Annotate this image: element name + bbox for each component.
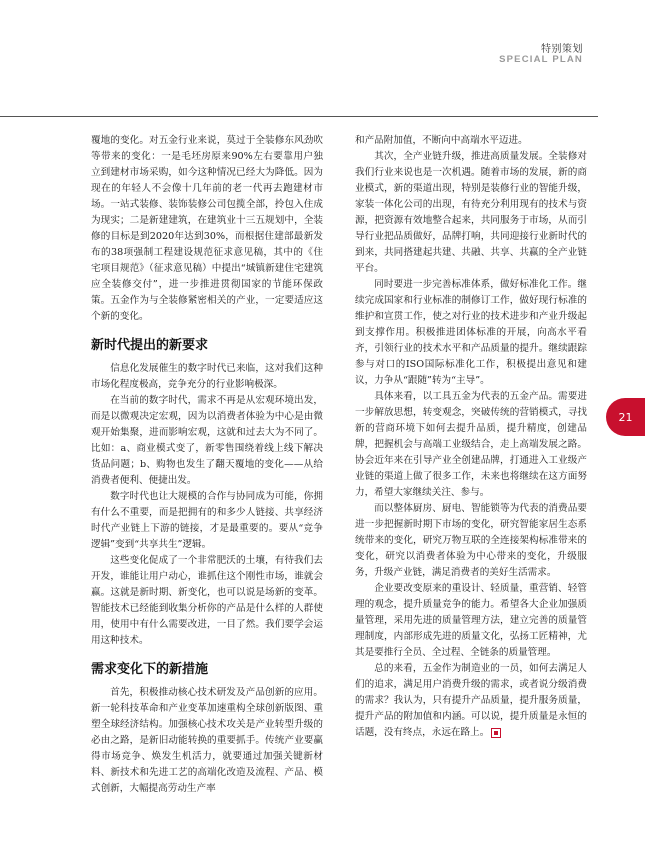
article-end-icon [491,728,501,738]
right-column [355,133,587,741]
page-number-tab [606,398,645,436]
paragraph-text: 总的来看，五金作为制造业的一员，如何去满足人们的追求，满足用户消费升级的需求，或者说分级消费的需求？我认为，只有提升产品质量，提升服务质量，提升产品的附加值和内涵。可以说，提升质量是永恒的话题，没有终点，永远在路上。 [355,663,587,738]
section-title-english: SPECIAL PLAN [499,54,583,65]
page-number: 21 [618,410,633,424]
paragraph: 同时要进一步完善标准体系，做好标准化工作。继续完成国家和行业标准的制修订工作，做好现行标准的维护和宣贯工作，使之对行业的技术进步和产业升级起到支撑作用。积极推进团体标准的开展，向高水平看齐，引领行业的技术水平和产品质量的提升。继续跟踪参与对口的ISO国际标准化工作，积极提出意见和建议，力争从“跟随”转为“主导”。 [355,279,587,386]
header-divider [0,116,598,117]
paragraph: 企业要改变原来的重设计、轻质量，重营销、轻管理的观念，提升质量竞争的能力。希望各大企业加强质量管理，采用先进的质量管理方法，建立完善的质量管理制度，内部形成先进的质量文化，弘扬工匠精神，尤其是要推行全员、全过程、全链条的质量管理。 [355,583,587,658]
paragraph: 和产品附加值，不断向中高端水平迈进。 [355,135,528,146]
paragraph: 数字时代也让大规模的合作与协同成为可能，你拥有什么不重要，而是把拥有的和多少人链接、共享经济时代产业链上下游的链接，才是最重要的。要从“竞争逻辑”变到“共享共生”逻辑。 [91,491,323,550]
paragraph: 具体来看，以工具五金为代表的五金产品。需要进一步解放思想，转变观念，突破传统的营销模式，寻找新的营商环境下如何去提升品质，提升精度，创建品牌，把握机会与高端工业级结合，走上高端发展之路。协会近年来在引导产业全创建品牌，打通进入工业级产业链的渠道上做了很多工作，未来也将继续在这方面努力，希望大家继续关注、参与。 [355,391,587,498]
paragraph: 其次，全产业链升级，推进高质量发展。全装修对我们行业来说也是一次机遇。随着市场的发展，新的商业模式，新的渠道出现，特别是装修行业的智能升级，家装一体化公司的出现，有待充分利用现有的技术与资源，把资源有效地整合起来，共同服务于市场，从而引导行业把品质做好，品牌打响，共同迎接行业新时代的到来，共同搭建起共建、共融、共享、共赢的全产业链平台。 [355,151,587,274]
paragraph: 覆地的变化。对五金行业来说，莫过于全装修东风劲吹等带来的变化：一是毛坯房原来90%左右要靠用户独立到建材市场采购，如今这种情况已经大为降低。因为现在的年轻人不会像十几年前的老一代再去跑建材市场。一站式装修、装饰装修公司包揽全部，拎包入住成为现实；二是新建建筑，在建筑业十三五规划中，全装修的目标是到2020年达到30%，而根据住建部最新发布的38项强制工程建设规范征求意见稿，其中的《住宅项目规范》（征求意见稿）中提出“城镇新建住宅建筑应全装修交付”，进一步推进贯彻国家的节能环保政策。五金作为与全装修紧密相关的产业，一定要适应这个新的变化。 [91,135,323,322]
section-heading: 新时代提出的新要求 [91,338,209,353]
paragraph: 信息化发展催生的数字时代已来临，这对我们这种市场化程度极高，竞争充分的行业影响极深。 [91,363,323,390]
paragraph: 在当前的数字时代，需求不再是从宏观环境出发，而是以微观决定宏观，因为以消费者体验为中心是由微观开始集聚，进而影响宏观，这就和过去大为不同了。比如：a、商业模式变了，新零售围绕着线上线下解决货品问题；b、购物也发生了翻天覆地的变化——从给消费者便利、便捷出发。 [91,395,323,486]
section-heading: 需求变化下的新措施 [91,662,209,677]
closing-paragraph [355,661,587,741]
paragraph: 这些变化促成了一个非常肥沃的土壤，有待我们去开发，谁能让用户动心，谁抓住这个刚性市场，谁就会赢。这就是新时期、新变化，也可以说是场新的变革。智能技术已经能到收集分析你的产品是什么样的人群使用，使用中有什么需要改进，一目了然。我们要学会运用这种技术。 [91,555,323,646]
left-column [91,133,323,797]
section-title: 特别策划 [541,44,583,55]
paragraph: 而以整体厨房、厨电、智能锁等为代表的消费品要进一步把握新时期下市场的变化，研究智能家居生态系统带来的变化，研究万物互联的全连接架构标准带来的变化，研究以消费者体验为中心带来的变化，升级服务，升级产业链，满足消费者的美好生活需求。 [355,503,587,578]
paragraph: 首先，积极推动核心技术研发及产品创新的应用。新一轮科技革命和产业变革加速重构全球创新版图、重塑全球经济结构。加强核心技术攻关是产业转型升级的必由之路，是新旧动能转换的重要抓手。传统产业要赢得市场竞争、焕发生机活力，就要通过加强关键新材料、新技术和先进工艺的高端化改造及流程、产品、模式创新，大幅提高劳动生产率 [91,687,323,794]
